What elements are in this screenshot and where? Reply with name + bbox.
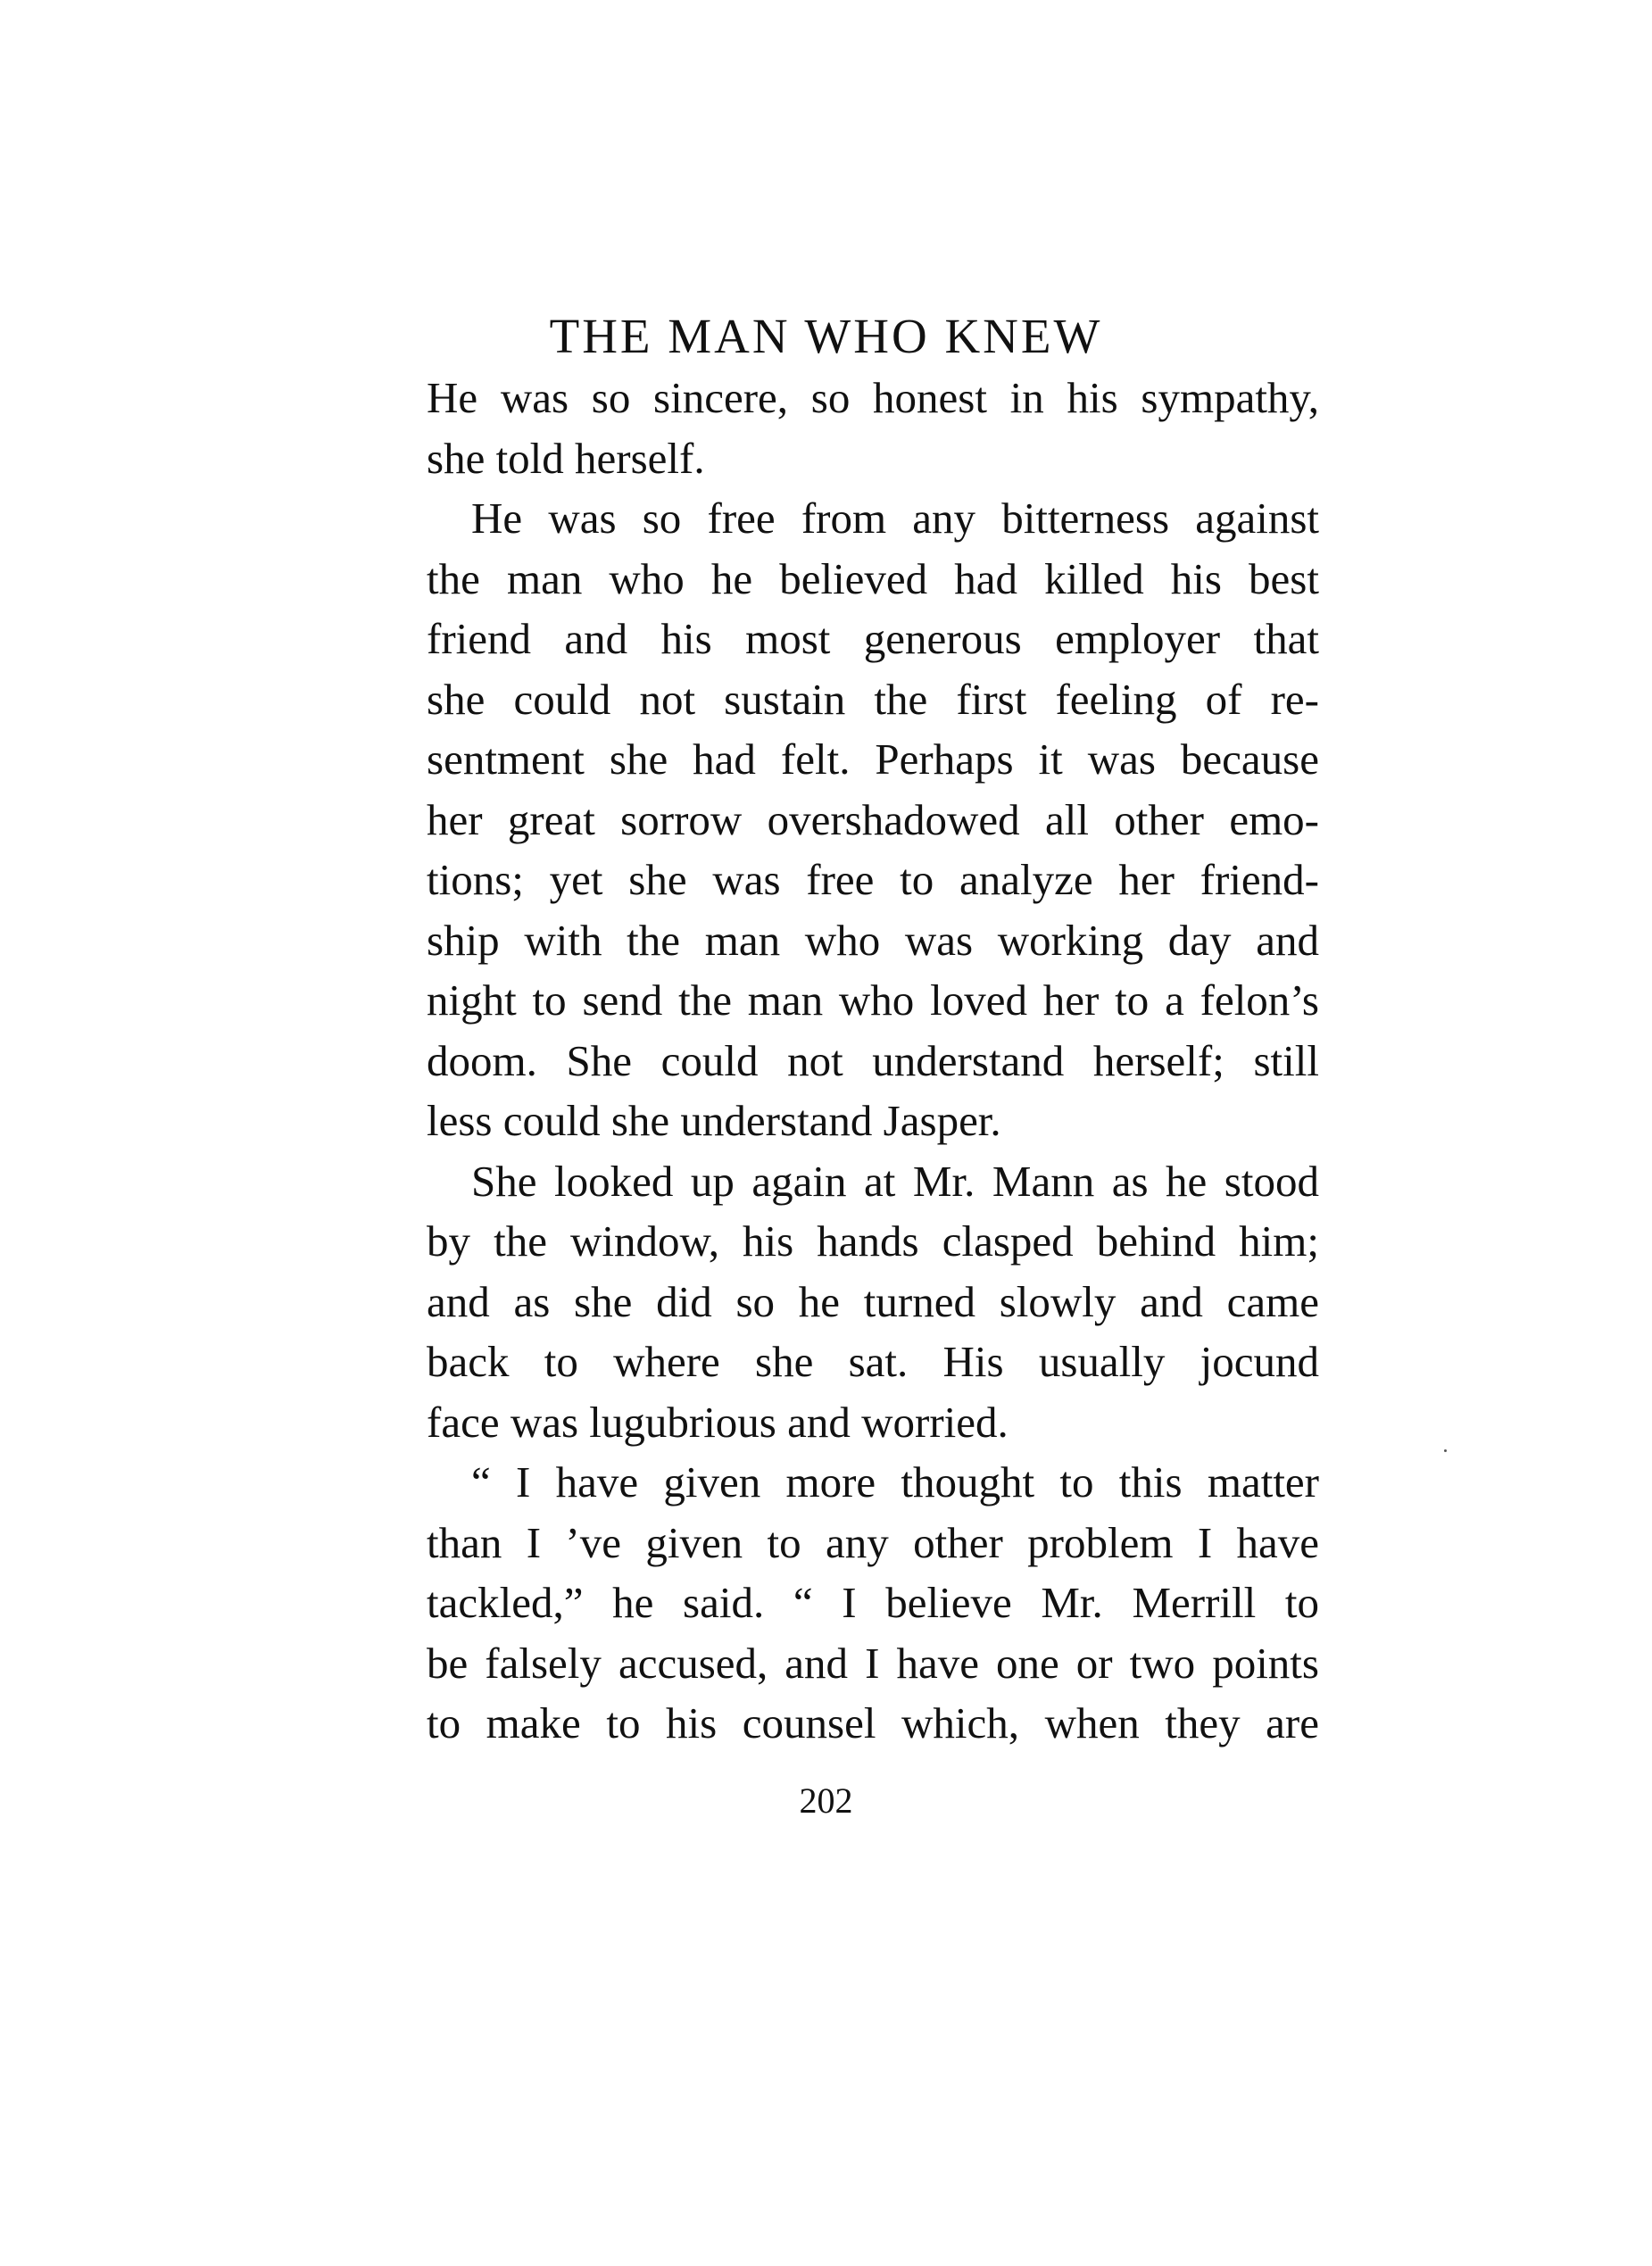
text-line: ship with the man who was working day and bbox=[427, 915, 1319, 965]
text-line: her great sorrow overshadowed all other emo- bbox=[427, 794, 1319, 844]
text-line: tions; yet she was free to analyze her friend- bbox=[427, 855, 1319, 904]
text-line: she told herself. bbox=[427, 433, 705, 483]
text-line: the man who he believed had killed his best bbox=[427, 553, 1319, 603]
text-line: She looked up again at Mr. Mann as he stood bbox=[471, 1156, 1319, 1206]
running-head: THE MAN WHO KNEW bbox=[549, 309, 1103, 363]
page-number: 202 bbox=[799, 1780, 853, 1821]
text-line: face was lugubrious and worried. bbox=[427, 1397, 1009, 1447]
body-text bbox=[427, 368, 1319, 1754]
text-line: He was so free from any bitterness against bbox=[471, 494, 1319, 543]
text-line: and as she did so he turned slowly and came bbox=[427, 1276, 1319, 1326]
text-line: than I ’ve given to any other problem I have bbox=[427, 1517, 1319, 1567]
text-line: be falsely accused, and I have one or two points bbox=[427, 1638, 1319, 1688]
text-line: tackled,” he said. “ I believe Mr. Merrill to bbox=[427, 1578, 1319, 1627]
text-line: “ I have given more thought to this matter bbox=[471, 1457, 1319, 1507]
text-line: less could she understand Jasper. bbox=[427, 1096, 1001, 1145]
text-line: by the window, his hands clasped behind him; bbox=[427, 1216, 1319, 1266]
print-speck bbox=[1444, 1449, 1447, 1452]
text-line: she could not sustain the first feeling of re- bbox=[427, 674, 1319, 724]
text-line: sentment she had felt. Perhaps it was because bbox=[427, 735, 1319, 784]
text-line: doom. She could not understand herself; still bbox=[427, 1035, 1319, 1085]
text-line: He was so sincere, so honest in his sympathy, bbox=[427, 373, 1319, 422]
text-line: friend and his most generous employer that bbox=[427, 614, 1319, 663]
text-line: back to where she sat. His usually jocund bbox=[427, 1337, 1319, 1386]
text-line: to make to his counsel which, when they are bbox=[427, 1698, 1319, 1747]
text-line: night to send the man who loved her to a felon’s bbox=[427, 975, 1319, 1025]
